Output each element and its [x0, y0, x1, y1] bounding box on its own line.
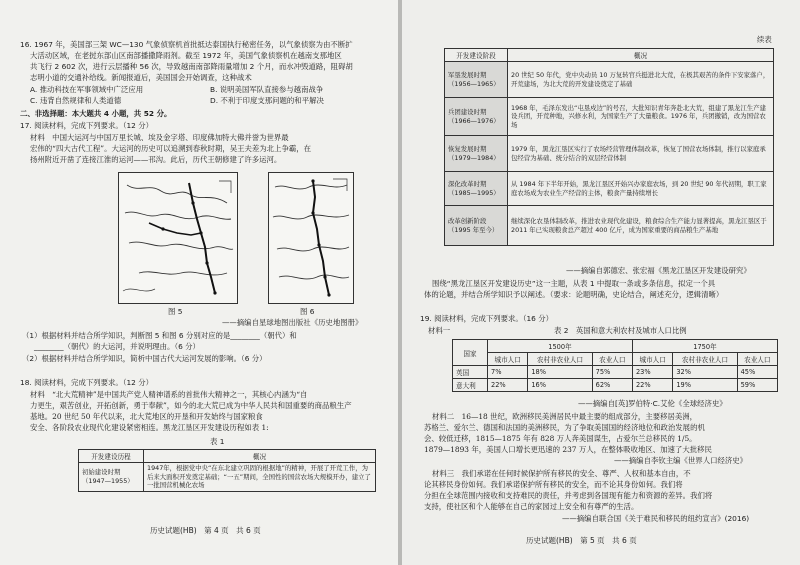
table-2-col-header: 城市人口 — [632, 353, 672, 366]
table-header-overview: 概况 — [508, 49, 774, 62]
q19-material-3-line-3: 分担在全球范围内接收和支持难民的责任，并考虑到各国现有能力和资源的差异。我们将 — [424, 491, 713, 500]
table-cell-text: 1979 年，黑龙江垦区实行了农场经营管理体制改革，恢复了国营农场体制，推行以家庭承包经营为基础、统分结合的双层经营体制 — [508, 136, 774, 172]
left-page — [0, 0, 398, 565]
table-1-source: ——摘编自郭德宏、张宏福《黑龙江垦区开发建设研究》 — [566, 266, 751, 275]
table-2-col-header: 城市人口 — [488, 353, 528, 366]
table-header-stage: 开发建设阶段 — [445, 49, 508, 62]
table-cell-stage: 恢复发展时期（1979—1984） — [445, 136, 508, 172]
table-2-cell: 23% — [632, 366, 672, 379]
table-2-col-header: 农村非农业人口 — [673, 353, 737, 366]
continued-label: 续表 — [757, 35, 772, 44]
q16-line-4: 志明小道的交通补给线。新闻报道后，美国国会开始调查，这种战术 — [30, 73, 252, 82]
q18-title: 18. 阅读材料，完成下列要求。（12 分） — [20, 378, 154, 387]
table-2-cell: 32% — [673, 366, 737, 379]
table-2-country: 意大利 — [453, 379, 488, 392]
q17-source: ——摘编自星球地图出版社《历史地图册》 — [222, 318, 363, 327]
table-1-caption: 表 1 — [210, 437, 225, 446]
q19-title: 19. 阅读材料，完成下列要求。（16 分） — [420, 314, 554, 323]
table-row — [445, 62, 774, 98]
table-2-cell: 19% — [673, 379, 737, 392]
table-cell-stage: 深化改革时期（1985—1995） — [445, 172, 508, 206]
table-2-cell: 7% — [488, 366, 528, 379]
q17-question-2: （2）根据材料并结合所学知识，简析中国古代大运河发展的影响。（6 分） — [22, 354, 267, 363]
q19-material-3-source: ——摘编自联合国《关于难民和移民的纽约宣言》(2016) — [562, 514, 750, 523]
q16-option-c: C. 违背自然规律和人类道德 — [30, 96, 122, 105]
table-row — [445, 172, 774, 206]
q19-material-3-line-4: 支持，使社区和个人能够在自己的家园过上安全和有尊严的生活。 — [424, 502, 639, 511]
table-header-row — [79, 450, 376, 463]
q17-question-1b: ________（朝代）的大运河，并说明理由。（6 分） — [34, 342, 200, 351]
table-cell-stage: 军垦发展时期（1956—1965） — [445, 62, 508, 98]
figure-6-caption: 图 6 — [300, 307, 315, 316]
table-2-country-header: 国家 — [453, 340, 488, 366]
q18-material-1: 材料 “北大荒精神”是中国共产党人精神谱系的首批伟大精神之一，其核心内涵为“自 — [30, 390, 308, 399]
q19-material-2-line-4: 1879—1893 年，美国人口增长更迅速的 237 万人，在整体吸收地区、加速了大批移民 — [424, 445, 712, 454]
q16-option-a: A. 推动科技在军事领域中广泛应用 — [30, 85, 144, 94]
table-row — [453, 379, 778, 392]
table-2-cell: 45% — [737, 366, 777, 379]
q18-task-2: 体的论题，并结合所学知识予以阐述。（要求：论题明确，史论结合，阐述充分，逻辑清晰） — [424, 290, 724, 299]
q16-line-2: 大活动区域，在老挝东部山区南部播撒降雨剂。截至 1972 年，美国气象侦察机在越南支那地区 — [30, 51, 342, 60]
q18-material-4: 安全、各阶段农业现代化建设紧密相连。黑龙江垦区开发建设历程如表 1: — [30, 423, 269, 432]
table-2-cell: 18% — [528, 366, 592, 379]
table-cell-text: 从 1984 年下半年开始，黑龙江垦区开始兴办家庭农场，到 20 世纪 90 年代初期，职工家庭农场成为农业生产经营的主体，粮食产量持续增长 — [508, 172, 774, 206]
left-page-footer: 历史试题(HB) 第 4 页 共 6 页 — [150, 526, 261, 535]
table-2-source: ——摘编自[英]罗伯特·C.艾伦《全球经济史》 — [578, 399, 727, 408]
table-2-column-row — [453, 353, 778, 366]
table-cell-text: 继续深化农垦体制改革，推进农业现代化建设，粮食综合生产能力显著提高，黑龙江垦区于 2011 年已实现粮食总产超过 400 亿斤，成为国家重要的商品粮生产基地 — [508, 206, 774, 246]
figure-5-map — [118, 172, 238, 304]
q18-material-2: 力更生，艰苦创业，开拓创新，勇于奉献”，如今的北大荒已成为中华人民共和国重要的商品粮生产 — [30, 401, 352, 410]
q18-task-1: 围绕“黑龙江垦区开发建设历史”这一主题，从表 1 中提取一条或多条信息，拟定一个具 — [432, 279, 716, 288]
table-2-cell: 75% — [592, 366, 632, 379]
table-row — [79, 463, 376, 492]
table-1 — [78, 449, 376, 492]
table-2-year-1500: 1500年 — [488, 340, 633, 353]
right-page-footer: 历史试题(HB) 第 5 页 共 6 页 — [526, 536, 637, 545]
table-cell-text: 1947年，根据党中央“在东北建立巩固的根据地”的精神，开展了开荒工作，为后来大面积开发奠定基础；“一五”期间，全国性的国营农场大规模开办，建立了一批国营机械化农场 — [144, 463, 376, 492]
table-2-col-header: 农业人口 — [737, 353, 777, 366]
right-page — [402, 0, 800, 565]
q19-material-3-line-1: 材料三 我们承诺在任何时候保护所有移民的安全、尊严、人权和基本自由，不 — [432, 469, 691, 478]
q19-material-2-line-2: 苏格兰、爱尔兰、德国和法国的美洲移民，为了争取美国国的经济地位和政治发展的机 — [424, 423, 705, 432]
q19-material-2-line-1: 材料二 16—18 世纪，欧洲移民美洲居民中最主要的组成部分，主要移居美洲， — [432, 412, 698, 421]
table-2 — [452, 339, 778, 392]
q16-line-1: 16. 1967 年，美国部三架 WC—130 气象侦察机首批抵达泰国执行秘密任务，以气象侦察为由不断扩 — [20, 40, 353, 49]
table-cell-stage: 初始建设时期（1947—1955） — [79, 463, 144, 492]
table-cell-text: 1968 年，毛泽东发出“屯垦戍边”的号召，大批知识青年奔赴北大荒，组建了黑龙江生产建设兵团，开荒种地，兴修水利，为国家生产了大量粮食。1976 年，兵团撤销，改为国营农场 — [508, 98, 774, 136]
figure-5-caption: 图 5 — [168, 307, 183, 316]
table-header-stage: 开发建设历程 — [79, 450, 144, 463]
q18-material-3: 基地。20 世纪 50 年代以来，北大荒地区的开垦和开发始终与国家粮食 — [30, 412, 263, 421]
q16-option-b: B. 说明美国军队直接参与越南战争 — [210, 85, 324, 94]
table-2-year-row — [453, 340, 778, 353]
table-cell-text: 20 世纪 50 年代，党中央动员 10 万复转官兵挺进北大荒，在极其艰苦的条件下安家落户，开荒建场，为北大荒的开发建设奠定了基础 — [508, 62, 774, 98]
q17-material-1: 材料 中国大运河与中国万里长城、埃及金字塔、印度佛加特大佛并誉为世界最 — [30, 133, 289, 142]
table-2-cell: 59% — [737, 379, 777, 392]
table-2-col-header: 农村非农业人口 — [528, 353, 592, 366]
table-2-country: 英国 — [453, 366, 488, 379]
q17-title: 17. 阅读材料，完成下列要求。（12 分） — [20, 121, 154, 130]
table-2-col-header: 农业人口 — [592, 353, 632, 366]
q19-material-2-source: ——摘编自李钦主编《世界人口经济史》 — [614, 456, 748, 465]
table-cell-stage: 兵团建设时期（1966—1976） — [445, 98, 508, 136]
table-2-cell: 22% — [632, 379, 672, 392]
table-2-cell: 62% — [592, 379, 632, 392]
table-2-year-1750: 1750年 — [632, 340, 777, 353]
q16-option-d: D. 不利于印度支那问题的和平解决 — [210, 96, 324, 105]
q17-material-2: 宏伟的“四大古代工程”。大运河的历史可以追溯到春秋时期，吴王夫差为北上争霸，在 — [30, 144, 312, 153]
table-2-caption: 表 2 英国和意大利农村及城市人口比例 — [554, 326, 687, 335]
table-row — [445, 206, 774, 246]
table-row — [453, 366, 778, 379]
table-cell-stage: 改革创新阶段（1995 年至今） — [445, 206, 508, 246]
table-2-cell: 16% — [528, 379, 592, 392]
table-2-cell: 22% — [488, 379, 528, 392]
q17-material-3: 扬州附近开凿了连接江淮的运河——邗沟。此后，历代王朝修建了许多运河。 — [30, 155, 282, 164]
q19-material-3-line-2: 论其移民身份如何。我们承诺保护所有移民的安全，而不论其身份如何。我们将 — [424, 480, 683, 489]
table-row — [445, 98, 774, 136]
q19-material-1-label: 材料一 — [428, 326, 451, 335]
q19-material-2-line-3: 会、较低迁移，1815—1875 年有 828 万人奔美国谋生，占爱尔兰总移民的 1/5。 — [424, 434, 697, 443]
q17-question-1a: （1）根据材料并结合所学知识，判断图 5 和图 6 分别对应的是________（朝代）和 — [22, 331, 297, 340]
q16-line-3: 共飞行 2 602 次，进行云层播种 56 次，导致越南南部降雨量增加 2 个月，而水冲毁道路，阻碍胡 — [30, 62, 353, 71]
table-1-continued — [444, 48, 774, 246]
table-header-overview: 概况 — [144, 450, 376, 463]
table-header-row — [445, 49, 774, 62]
figure-6-map — [268, 172, 354, 304]
table-row — [445, 136, 774, 172]
section-title: 二、非选择题：本大题共 4 小题，共 52 分。 — [20, 109, 172, 118]
